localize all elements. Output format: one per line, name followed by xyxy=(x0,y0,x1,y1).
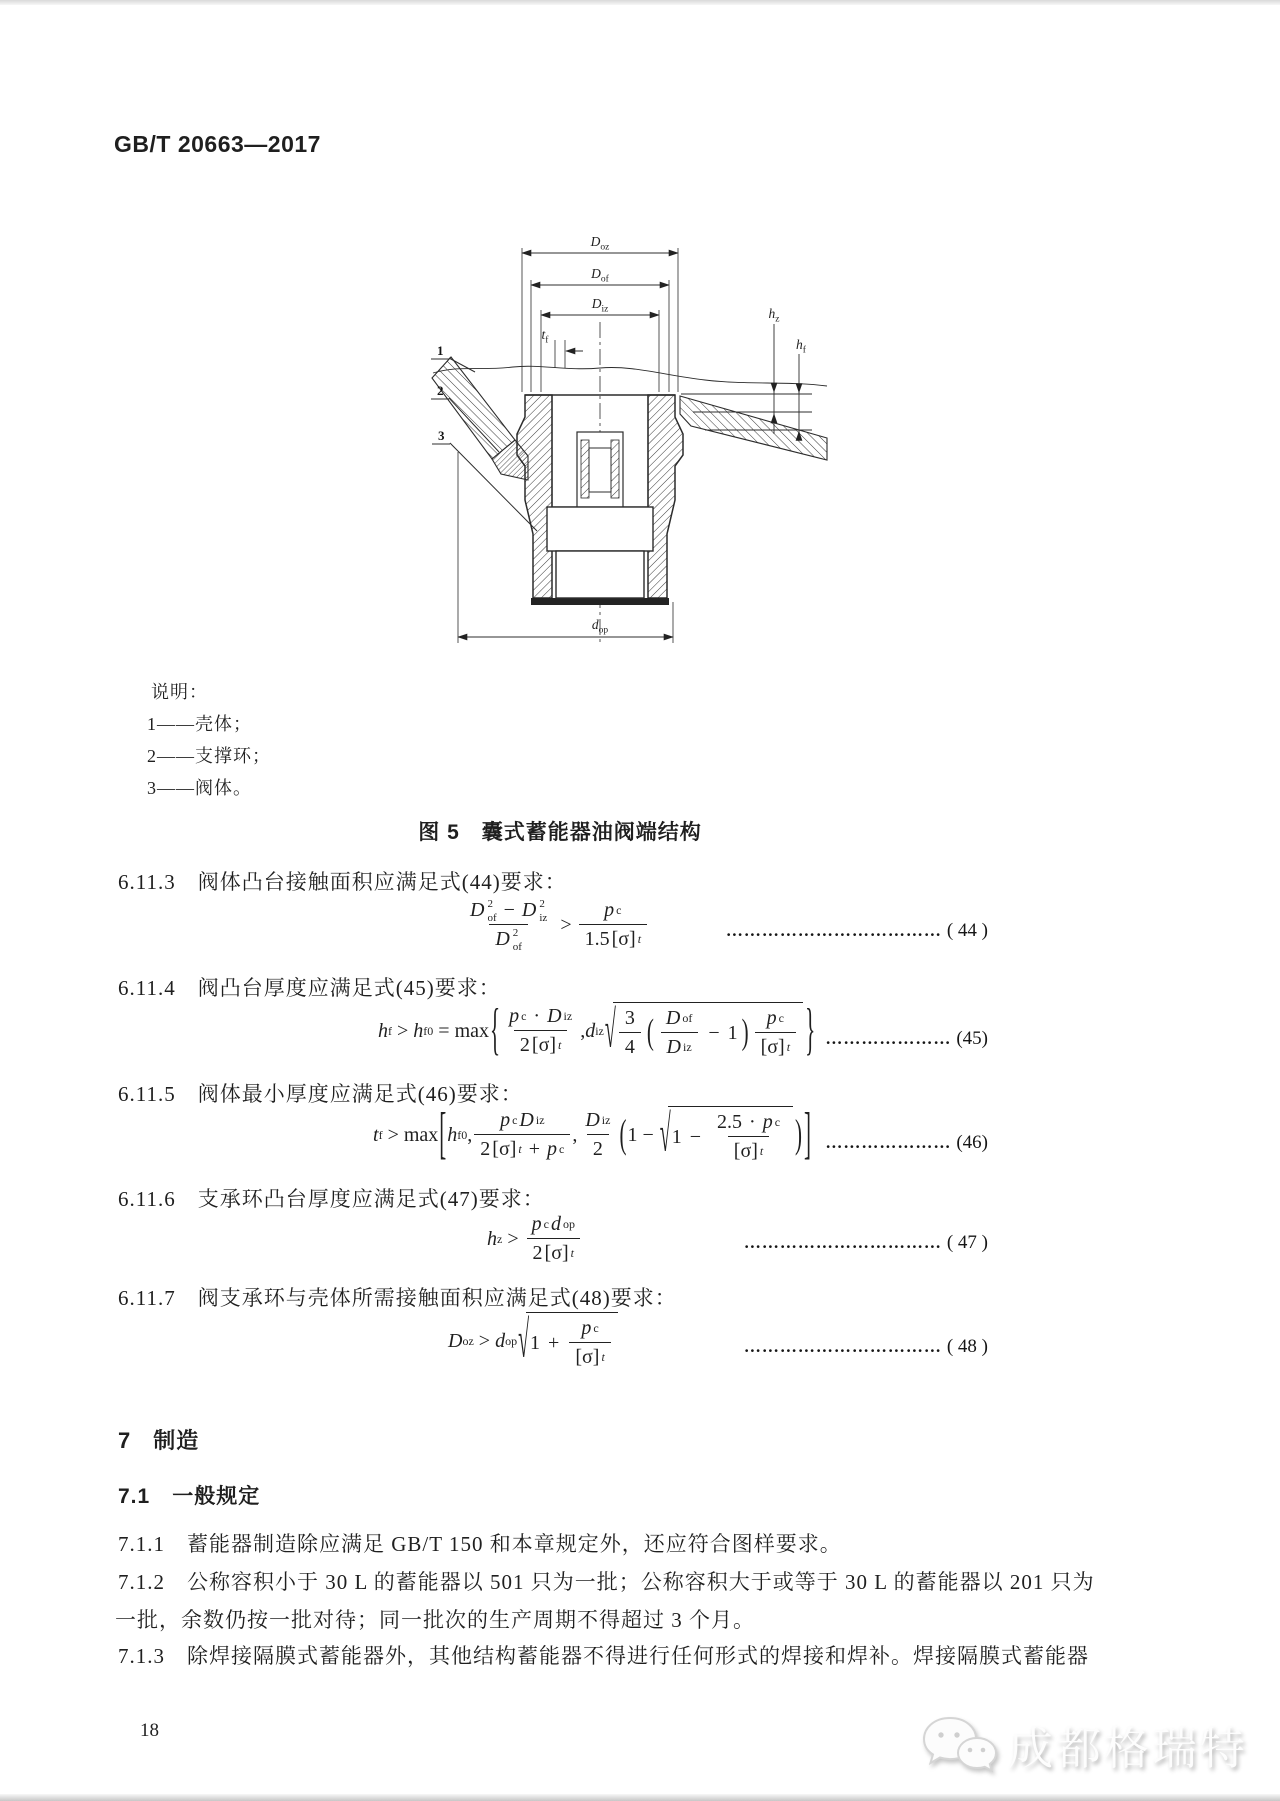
standard-number-header: GB/T 20663—2017 xyxy=(114,131,321,157)
formula-45-leader: ………………… (45) xyxy=(825,1028,988,1049)
part-label-3: 3 xyxy=(438,428,445,443)
page-number: 18 xyxy=(140,1720,159,1741)
section-7-1-heading: 7.1 一般规定 xyxy=(118,1485,261,1508)
formula-44: D 2 of − D 2 iz D 2 of > p c 1.5 [σ] t xyxy=(462,898,649,952)
formula-47: h z > p c d op 2 [σ] t xyxy=(487,1212,583,1266)
legend-item-1: 1——壳体； xyxy=(147,714,252,734)
formula-46: t f > max [ h f0 , p c D iz 2 [σ] t + p c , D iz 2 ( 1 − √ 1 − 2.5 · p c [σ] t ) ] xyxy=(373,1100,812,1166)
formula-46-leader: ………………… (46) xyxy=(825,1132,988,1153)
formula-44-leader: ……………………………… ( 44 ) xyxy=(725,920,988,941)
section-7-1-3: 7.1.3 除焊接隔膜式蓄能器外，其他结构蓄能器不得进行任何形式的焊接和焊补。焊接隔膜式蓄能器 xyxy=(118,1644,1089,1668)
chapter-7-heading: 7 制造 xyxy=(118,1428,200,1453)
scan-edge-top xyxy=(0,0,1280,5)
section-7-1-2-line2: 一批，余数仍按一批对待；同一批次的生产周期不得超过 3 个月。 xyxy=(115,1608,755,1632)
part-label-1: 1 xyxy=(437,343,444,358)
formula-45: h f > h f0 = max { p c · D iz 2 [σ] t , d iz √ 3 4 ( D of D iz − 1 ) p c [σ] t } xyxy=(378,996,816,1062)
dim-label-d-op: $d_{op}$ xyxy=(591,617,609,636)
section-7-1-1: 7.1.1 蓄能器制造除应满足 GB/T 150 和本章规定外，还应符合图样要求。 xyxy=(118,1532,842,1556)
legend-item-3: 3——阀体。 xyxy=(147,778,252,798)
section-7-1-2-line1: 7.1.2 公称容积小于 30 L 的蓄能器以 501 只为一批；公称容积大于或等于 30 L 的蓄能器以 201 只为 xyxy=(118,1570,1095,1594)
formula-47-leader: …………………………… ( 47 ) xyxy=(743,1232,988,1253)
section-6-11-3: 6.11.3 阀体凸台接触面积应满足式(44)要求： xyxy=(118,870,567,894)
formula-48: D oz > d op √ 1 + p c [σ] t xyxy=(448,1312,619,1370)
dim-label-h-f: $h_f$ xyxy=(796,337,806,356)
formula-48-leader: …………………………… ( 48 ) xyxy=(743,1336,988,1357)
scan-edge-bottom xyxy=(0,1794,1280,1801)
watermark-brand: 成都格瑞特 xyxy=(1007,1723,1248,1774)
legend-item-2: 2——支撑环； xyxy=(147,746,271,766)
section-6-11-5: 6.11.5 阀体最小厚度应满足式(46)要求： xyxy=(118,1082,523,1106)
wechat-logo-icon xyxy=(920,1713,998,1777)
section-6-11-6: 6.11.6 支承环凸台厚度应满足式(47)要求： xyxy=(118,1187,545,1211)
dim-label-D-iz: $D_{iz}$ xyxy=(591,296,609,315)
dim-label-t-f: $t_f$ xyxy=(541,327,549,346)
watermark xyxy=(920,1712,1248,1777)
section-6-11-4: 6.11.4 阀凸台厚度应满足式(45)要求： xyxy=(118,976,501,1000)
dim-label-h-z: $h_z$ xyxy=(768,306,780,325)
part-label-2: 2 xyxy=(437,383,444,398)
legend-title: 说明： xyxy=(151,682,208,702)
figure-caption: 图 5 囊式蓄能器油阀端结构 xyxy=(418,821,702,844)
figure-5-diagram xyxy=(375,196,835,648)
dim-label-D-of: $D_{of}$ xyxy=(591,266,609,285)
dim-label-D-oz: $D_{oz}$ xyxy=(590,234,610,253)
section-6-11-7: 6.11.7 阀支承环与壳体所需接触面积应满足式(48)要求： xyxy=(118,1286,677,1310)
